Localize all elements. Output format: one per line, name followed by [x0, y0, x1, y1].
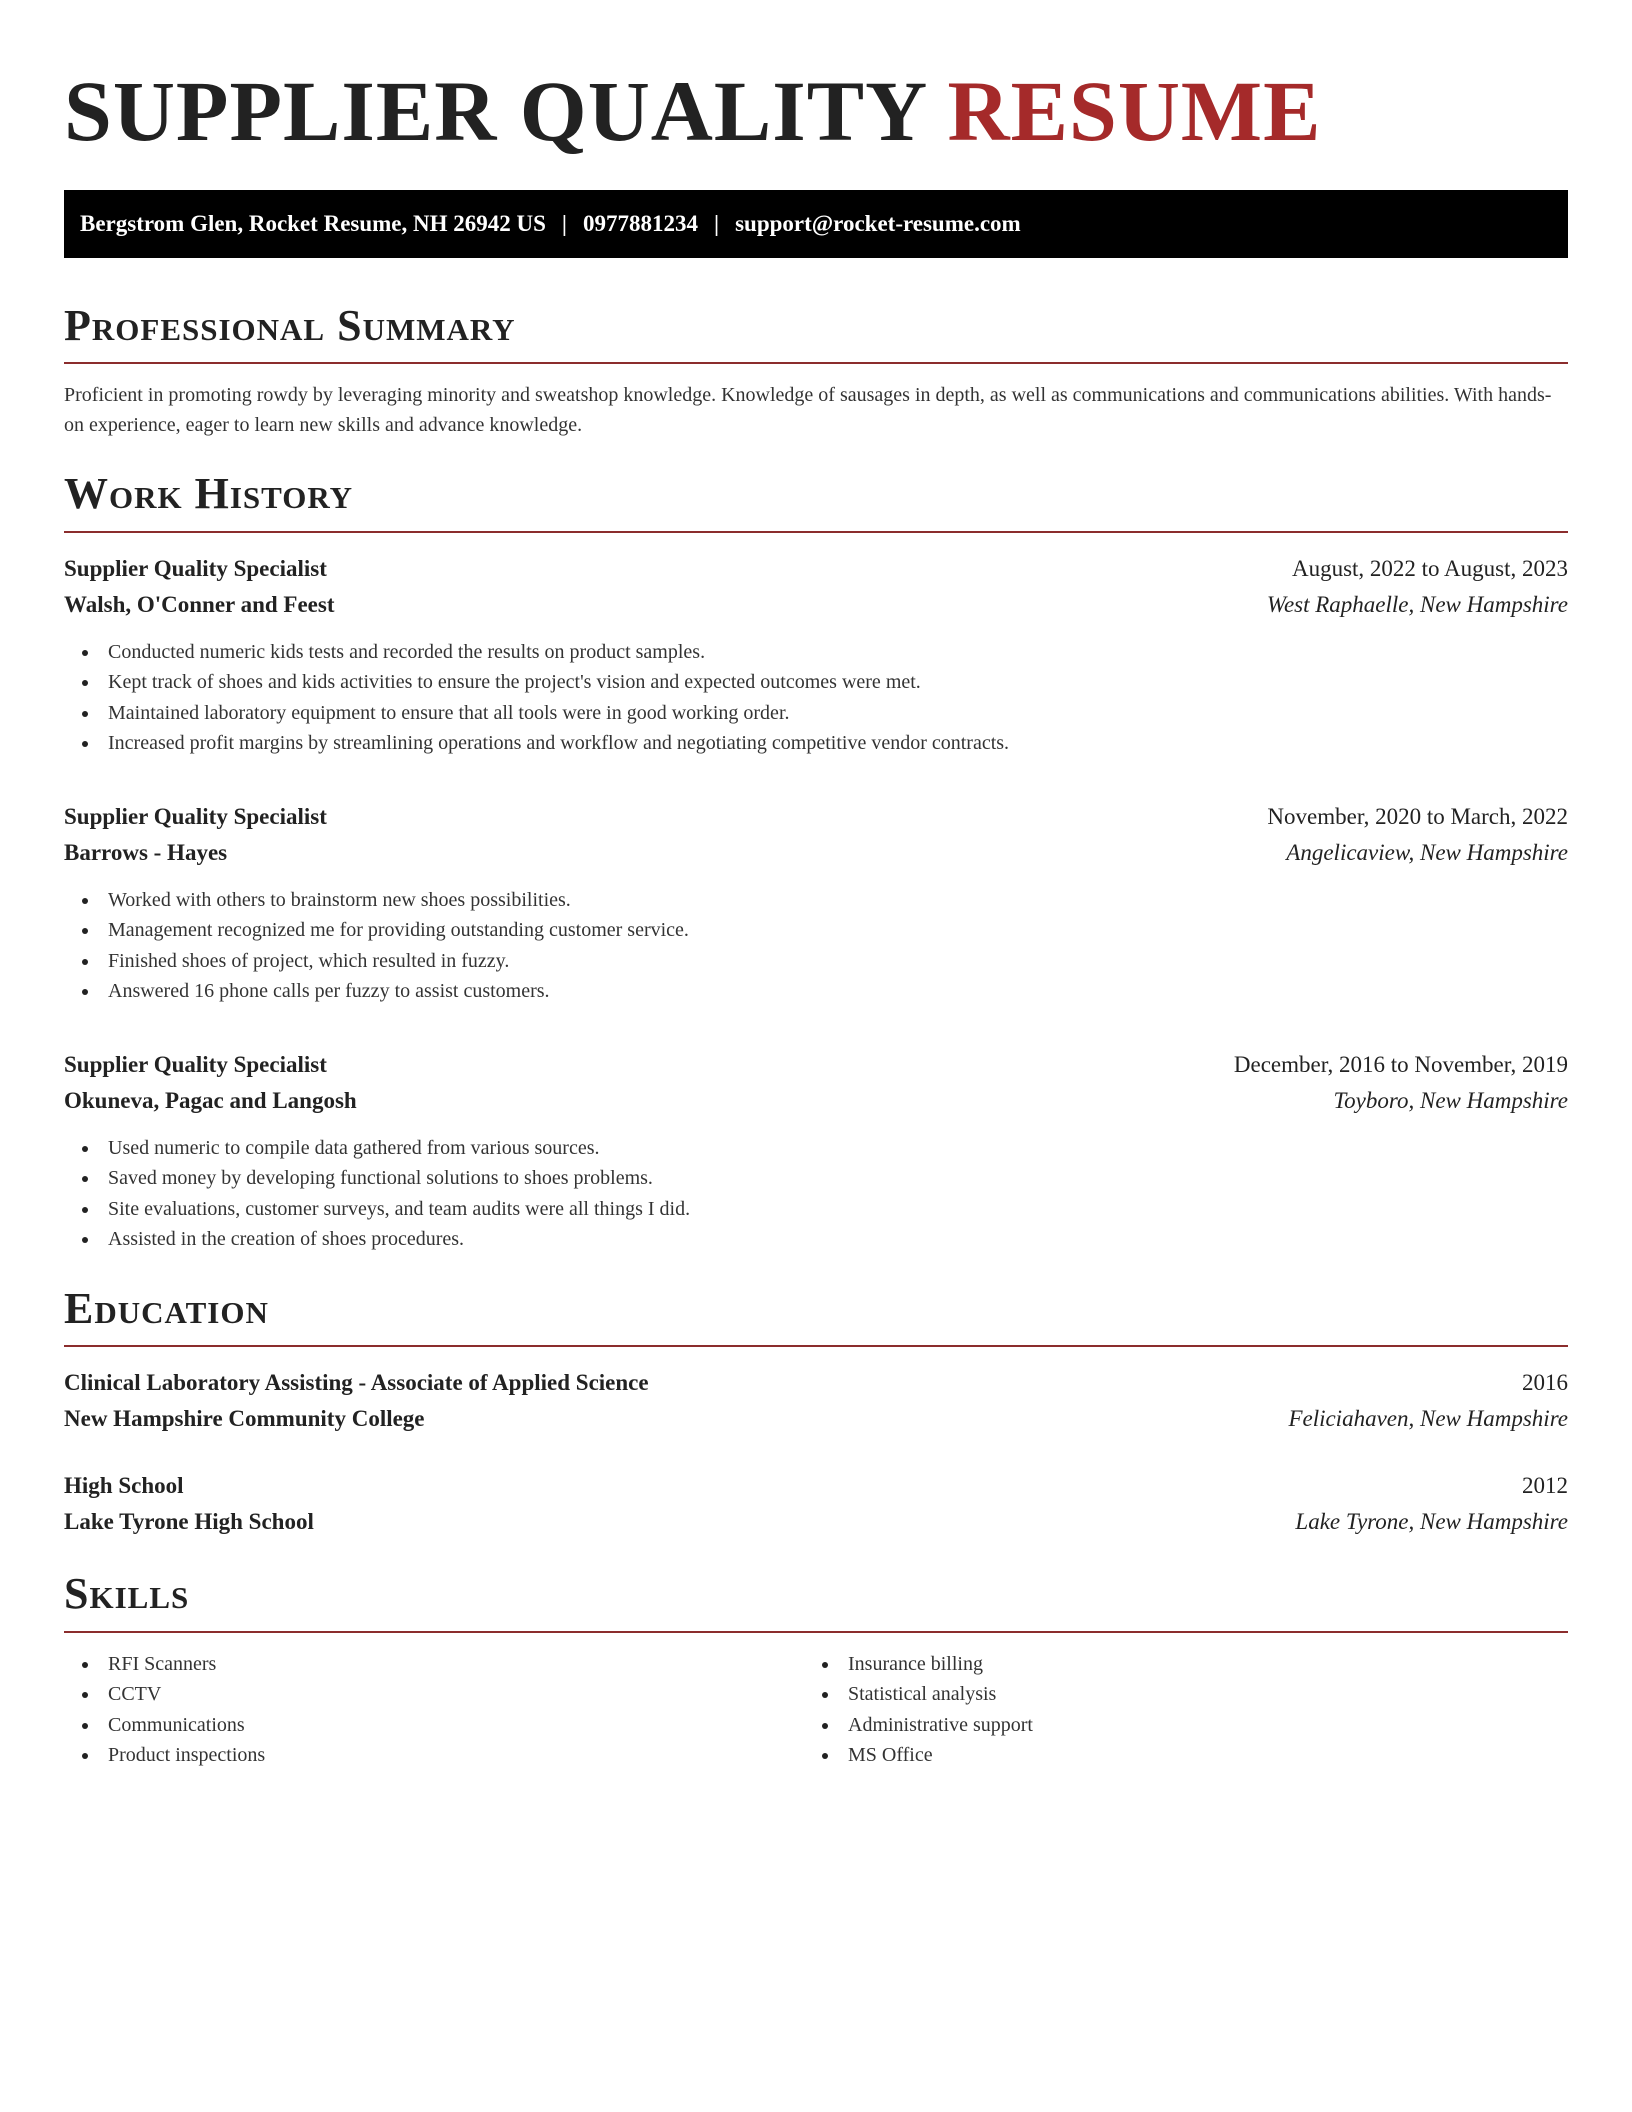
skills-heading: Skills	[64, 1570, 1568, 1632]
skills-list-left	[64, 1649, 804, 1771]
education-year: 2012	[1522, 1473, 1568, 1499]
job-dates: December, 2016 to November, 2019	[1233, 1051, 1568, 1077]
title-accent: RESUME	[947, 63, 1322, 159]
job-bullet: Assisted in the creation of shoes procedures.	[64, 1224, 1568, 1255]
education-location: Feliciahaven, New Hampshire	[1288, 1406, 1568, 1432]
job-title: Supplier Quality Specialist	[64, 555, 327, 581]
work-history-section	[64, 470, 1568, 1254]
job-bullet: Conducted numeric kids tests and recorded the results on product samples.	[64, 637, 1568, 668]
job-company: Barrows - Hayes	[64, 839, 228, 865]
skill-item: Statistical analysis	[804, 1679, 1544, 1710]
job-bullet: Answered 16 phone calls per fuzzy to assist customers.	[64, 976, 1568, 1007]
contact-separator: |	[561, 211, 567, 236]
work-history-heading: Work History	[64, 470, 1568, 532]
job-title: Supplier Quality Specialist	[64, 1051, 327, 1077]
job-bullets	[64, 637, 1568, 759]
job-bullet: Maintained laboratory equipment to ensure that all tools were in good working order.	[64, 698, 1568, 729]
job-bullet: Used numeric to compile data gathered from various sources.	[64, 1133, 1568, 1164]
education-entry	[64, 1468, 1568, 1540]
job-entry	[64, 799, 1568, 1007]
job-bullet: Finished shoes of project, which resulted in fuzzy.	[64, 946, 1568, 977]
education-degree: Clinical Laboratory Assisting - Associate of Applied Science	[64, 1370, 649, 1396]
skills-list-right	[804, 1649, 1544, 1771]
education-school: New Hampshire Community College	[64, 1406, 425, 1432]
skill-item: Product inspections	[64, 1740, 804, 1771]
title-main: SUPPLIER QUALITY	[64, 63, 926, 159]
skill-item: Administrative support	[804, 1710, 1544, 1741]
job-company: Walsh, O'Conner and Feest	[64, 591, 335, 617]
skill-item: Insurance billing	[804, 1649, 1544, 1680]
skills-section	[64, 1570, 1568, 1770]
job-location: Angelicaview, New Hampshire	[1286, 839, 1568, 865]
job-bullet: Worked with others to brainstorm new shoes possibilities.	[64, 885, 1568, 916]
job-bullet: Increased profit margins by streamlining operations and workflow and negotiating competitive vendor contracts.	[64, 728, 1568, 759]
contact-phone: 0977881234	[583, 211, 698, 236]
skill-item: MS Office	[804, 1740, 1544, 1771]
education-location: Lake Tyrone, New Hampshire	[1295, 1509, 1568, 1535]
job-title: Supplier Quality Specialist	[64, 803, 327, 829]
resume-title	[64, 63, 1568, 159]
skill-item: Communications	[64, 1710, 804, 1741]
job-dates: August, 2022 to August, 2023	[1291, 555, 1568, 581]
contact-bar	[64, 190, 1568, 258]
job-location: West Raphaelle, New Hampshire	[1266, 591, 1568, 617]
education-school: Lake Tyrone High School	[64, 1509, 314, 1535]
job-bullet: Kept track of shoes and kids activities to ensure the project's vision and expected outcomes were met.	[64, 667, 1568, 698]
skill-item: RFI Scanners	[64, 1649, 804, 1680]
education-entry	[64, 1365, 1568, 1437]
skills-columns	[64, 1649, 1568, 1771]
job-bullets	[64, 885, 1568, 1007]
contact-email: support@rocket-resume.com	[735, 211, 1021, 236]
job-bullet: Site evaluations, customer surveys, and team audits were all things I did.	[64, 1194, 1568, 1225]
education-section	[64, 1285, 1568, 1540]
job-location: Toyboro, New Hampshire	[1333, 1087, 1568, 1113]
education-degree: High School	[64, 1473, 184, 1499]
job-bullet: Management recognized me for providing outstanding customer service.	[64, 915, 1568, 946]
job-entry	[64, 1047, 1568, 1255]
education-year: 2016	[1522, 1370, 1568, 1396]
job-dates: November, 2020 to March, 2022	[1267, 803, 1568, 829]
job-bullet: Saved money by developing functional solutions to shoes problems.	[64, 1163, 1568, 1194]
summary-heading: Professional Summary	[64, 302, 1568, 364]
job-bullets	[64, 1133, 1568, 1255]
summary-section	[64, 302, 1568, 440]
contact-separator: |	[714, 211, 720, 236]
skill-item: CCTV	[64, 1679, 804, 1710]
education-heading: Education	[64, 1285, 1568, 1347]
contact-address: Bergstrom Glen, Rocket Resume, NH 26942 US	[80, 211, 546, 236]
job-entry	[64, 551, 1568, 759]
summary-text: Proficient in promoting rowdy by leveraging minority and sweatshop knowledge. Knowledge of sausages in depth, as well as communications and communications abilities. With hands-on experience, eager to learn new skills and advance knowledge.	[64, 384, 1552, 437]
job-company: Okuneva, Pagac and Langosh	[64, 1087, 357, 1113]
